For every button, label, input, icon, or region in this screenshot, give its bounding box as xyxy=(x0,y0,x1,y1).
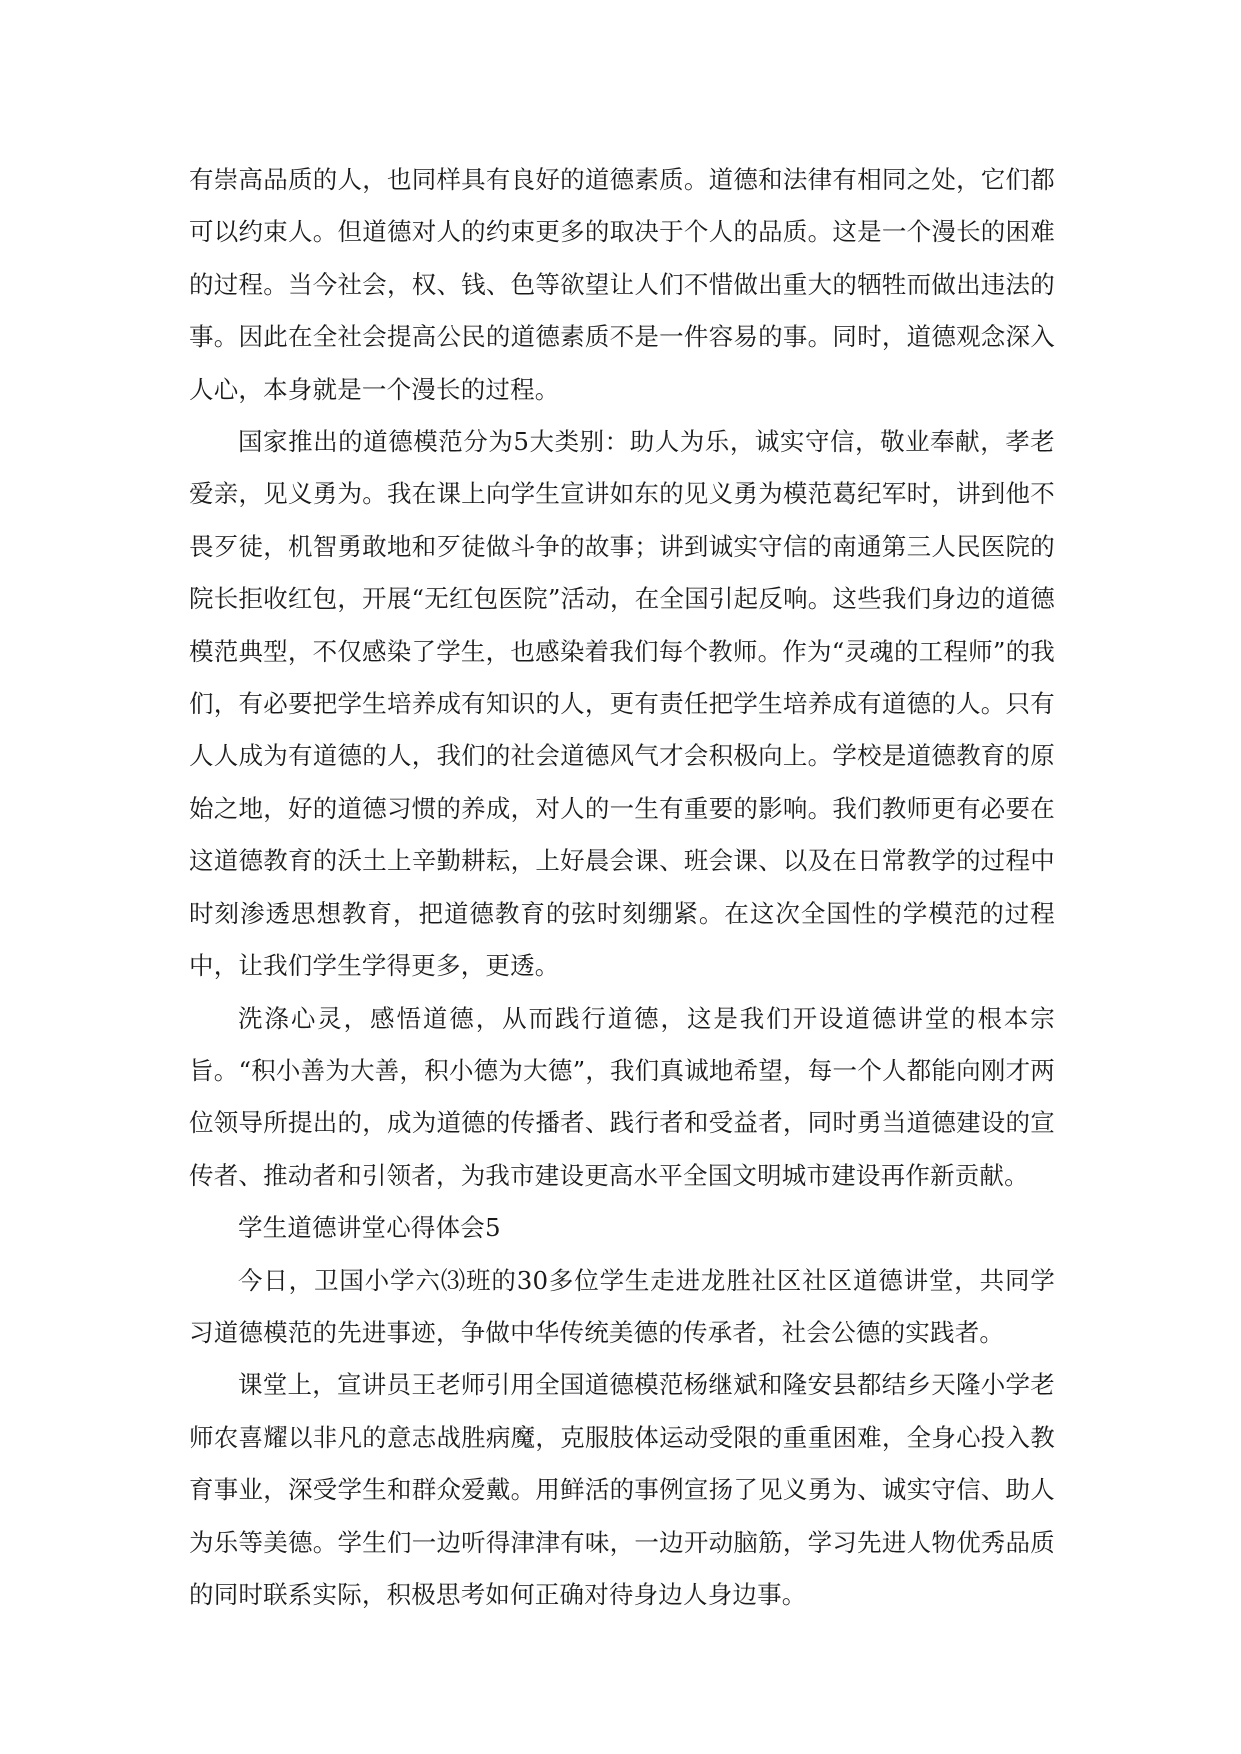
section-heading: 学生道德讲堂心得体会5 xyxy=(238,1213,501,1243)
paragraph-continuation: 有崇高品质的人，也同样具有良好的道德素质。道德和法律有相同之处，它们都可以约束人。但道德对人的约束更多的取决于个人的品质。这是一个漫长的困难的过程。当今社会，权、钱、色等欲望让人们不惜做出重大的牺牲而做出违法的事。因此在全社会提高公民的道德素质不是一件容易的事。同时，道德观念深入人心，本身就是一个漫长的过程。 xyxy=(189,165,1055,404)
paragraph-moral-models: 国家推出的道德模范分为5大类别：助人为乐，诚实守信，敬业奉献，孝老爱亲，见义勇为。我在课上向学生宣讲如东的见义勇为模范葛纪军时，讲到他不畏歹徒，机智勇敢地和歹徒做斗争的故事；讲到诚实守信的南通第三人民医院的院长拒收红包，开展“无红包医院”活动，在全国引起反响。这些我们身边的道德模范典型，不仅感染了学生，也感染着我们每个教师。作为“灵魂的工程师”的我们，有必要把学生培养成有知识的人，更有责任把学生培养成有道德的人。只有人人成为有道德的人，我们的社会道德风气才会积极向上。学校是道德教育的原始之地，好的道德习惯的养成，对人的一生有重要的影响。我们教师更有必要在这道德教育的沃土上辛勤耕耘，上好晨会课、班会课、以及在日常教学的过程中时刻渗透思想教育，把道德教育的弦时刻绷紧。在这次全国性的学模范的过程中，让我们学生学得更多，更透。 xyxy=(189,427,1055,981)
paragraph-moral-lecture-purpose: 洗涤心灵，感悟道德，从而践行道德，这是我们开设道德讲堂的根本宗旨。“积小善为大善，积小德为大德”，我们真诚地希望，每一个人都能向刚才两位领导所提出的，成为道德的传播者、践行者和受益者，同时勇当道德建设的宣传者、推动者和引领者，为我市建设更高水平全国文明城市建设再作新贡献。 xyxy=(189,1003,1055,1190)
document-body xyxy=(189,154,1055,1621)
paragraph-classroom: 课堂上，宣讲员王老师引用全国道德模范杨继斌和隆安县都结乡天隆小学老师农喜耀以非凡的意志战胜病魔，克服肢体运动受限的重重困难，全身心投入教育事业，深受学生和群众爱戴。用鲜活的事例宣扬了见义勇为、诚实守信、助人为乐等美德。学生们一边听得津津有味，一边开动脑筋，学习先进人物优秀品质的同时联系实际，积极思考如何正确对待身边人身边事。 xyxy=(189,1370,1055,1609)
paragraph-students-visit: 今日，卫国小学六⑶班的30多位学生走进龙胜社区社区道德讲堂，共同学习道德模范的先进事迹，争做中华传统美德的传承者，社会公德的实践者。 xyxy=(189,1265,1055,1347)
